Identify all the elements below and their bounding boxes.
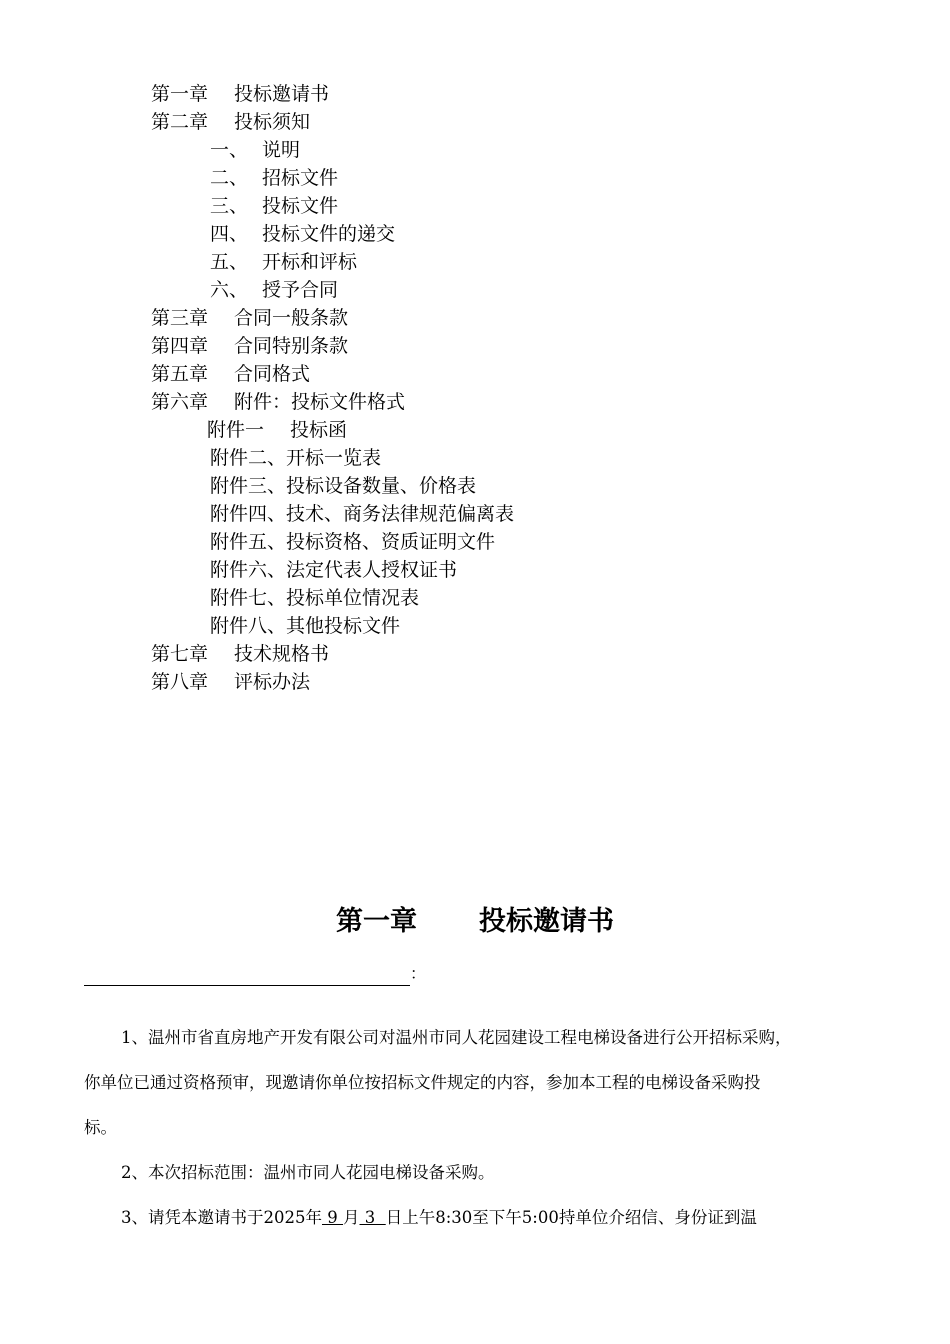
- chapter-heading-number: 第一章: [336, 906, 417, 937]
- paragraph-1-line-3: 标。: [84, 1118, 117, 1137]
- toc-section-6[interactable]: [210, 276, 338, 304]
- toc-chapter-title: 投标邀请书: [234, 83, 330, 105]
- paragraph-2: 2、本次招标范围：温州市同人花园电梯设备采购。: [121, 1163, 495, 1182]
- addressee-blank[interactable]: [84, 965, 410, 986]
- toc-section-title: 投标文件的递交: [262, 223, 396, 245]
- paragraph-1-line-1: 1、温州市省直房地产开发有限公司对温州市同人花园建设工程电梯设备进行公开招标采购，: [121, 1028, 792, 1047]
- month-field: 9: [322, 1208, 343, 1227]
- toc-attachment-3[interactable]: 附件三、投标设备数量、价格表: [210, 475, 477, 497]
- toc-chapter-title: 评标办法: [234, 671, 311, 693]
- toc-chapter-number: 第四章: [151, 335, 209, 357]
- toc-section-number: 六、: [210, 279, 249, 301]
- toc-chapter-number: 第一章: [151, 83, 209, 105]
- toc-section-number: 五、: [210, 251, 249, 273]
- toc-chapter-1[interactable]: [151, 80, 329, 108]
- addressee-colon: ：: [410, 964, 427, 983]
- toc-attachment-6[interactable]: 附件六、法定代表人授权证书: [210, 559, 458, 581]
- toc-chapter-8[interactable]: [151, 668, 310, 696]
- toc-section-5[interactable]: [210, 248, 357, 276]
- toc-section-number: 一、: [210, 139, 249, 161]
- toc-chapter-title: 合同一般条款: [234, 307, 349, 329]
- toc-chapter-4[interactable]: [151, 332, 348, 360]
- toc-chapter-title: 投标须知: [234, 111, 311, 133]
- toc-chapter-6[interactable]: [151, 388, 405, 416]
- toc-section-2[interactable]: [210, 164, 338, 192]
- toc-chapter-title: 合同格式: [234, 363, 311, 385]
- addressee-line: [84, 962, 426, 986]
- toc-section-number: 二、: [210, 167, 249, 189]
- toc-attachment-2[interactable]: 附件二、开标一览表: [210, 447, 382, 469]
- toc-chapter-title: 技术规格书: [234, 643, 330, 665]
- toc-chapter-title: 合同特别条款: [234, 335, 349, 357]
- toc-chapter-number: 第七章: [151, 643, 209, 665]
- toc-chapter-5[interactable]: [151, 360, 310, 388]
- chapter-heading: [0, 900, 950, 944]
- paragraph-1: [84, 1015, 884, 1150]
- paragraph-3: [121, 1195, 921, 1240]
- toc-section-title: 授予合同: [262, 279, 339, 301]
- toc-chapter-number: 第六章: [151, 391, 209, 413]
- paragraph-3-text-b: 月: [343, 1208, 360, 1227]
- toc-section-title: 招标文件: [262, 167, 339, 189]
- toc-section-number: 三、: [210, 195, 249, 217]
- toc-attachment-title: 投标函: [290, 419, 348, 441]
- toc-section-title: 投标文件: [262, 195, 339, 217]
- toc-chapter-2[interactable]: [151, 108, 310, 136]
- toc-attachment-4[interactable]: 附件四、技术、商务法律规范偏离表: [210, 503, 515, 525]
- toc-section-title: 说明: [262, 139, 301, 161]
- toc-chapter-title: 附件：投标文件格式: [234, 391, 406, 413]
- toc-attachment-1[interactable]: [207, 416, 347, 444]
- chapter-heading-title: 投标邀请书: [479, 906, 614, 937]
- toc-section-3[interactable]: [210, 192, 338, 220]
- toc-chapter-number: 第五章: [151, 363, 209, 385]
- paragraph-3-text-a: 3、请凭本邀请书于2025年: [121, 1208, 322, 1227]
- paragraph-1-line-2: 你单位已通过资格预审，现邀请你单位按招标文件规定的内容，参加本工程的电梯设备采购投: [84, 1073, 761, 1092]
- toc-attachment-number: 附件一: [207, 419, 265, 441]
- toc-chapter-3[interactable]: [151, 304, 348, 332]
- paragraph-3-text-c: 日上午8:30至下午5:00持单位介绍信、身份证到温: [385, 1208, 757, 1227]
- toc-section-4[interactable]: [210, 220, 395, 248]
- toc-attachment-7[interactable]: 附件七、投标单位情况表: [210, 587, 420, 609]
- toc-attachment-5[interactable]: 附件五、投标资格、资质证明文件: [210, 531, 496, 553]
- toc-chapter-number: 第八章: [151, 671, 209, 693]
- toc-section-title: 开标和评标: [262, 251, 358, 273]
- toc-attachment-8[interactable]: 附件八、其他投标文件: [210, 615, 401, 637]
- toc-chapter-number: 第二章: [151, 111, 209, 133]
- day-field: 3: [359, 1208, 386, 1227]
- toc-section-number: 四、: [210, 223, 249, 245]
- toc-chapter-number: 第三章: [151, 307, 209, 329]
- toc-chapter-7[interactable]: [151, 640, 329, 668]
- toc-section-1[interactable]: [210, 136, 300, 164]
